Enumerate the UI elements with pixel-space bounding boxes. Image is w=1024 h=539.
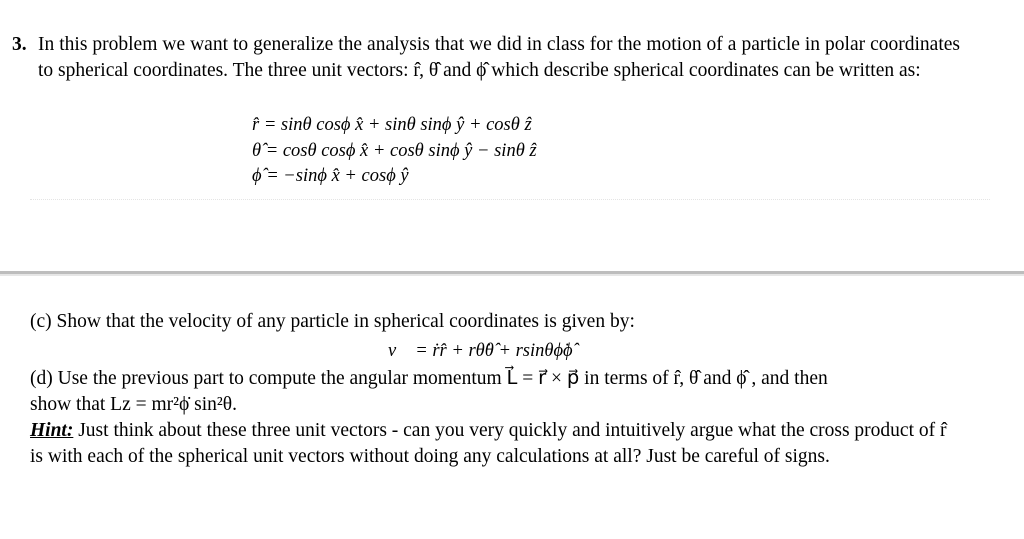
- part-d-line-1: (d) Use the previous part to compute the angular momentum L⃗ = r⃗ × p⃗ in terms of r̂, θ̂ and ϕ̂ , and then: [30, 368, 828, 389]
- hint-label: Hint:: [30, 420, 74, 441]
- equation-r-hat: r̂ = sinθ cosϕ x̂ + sinθ sinϕ ŷ + cosθ ẑ: [252, 115, 532, 135]
- equation-theta-hat: θ̂ = cosθ cosϕ x̂ + cosθ sinϕ ŷ − sinθ ẑ: [252, 140, 537, 161]
- faint-divider: [30, 199, 990, 200]
- separator-shadow: [0, 274, 1024, 276]
- problem-number: 3.: [12, 34, 27, 55]
- problem-intro: In this problem we want to generalize the analysis that we did in class for the motion of a particle in polar coordinates to spherical coordinates. The three unit vectors: r̂, θ̂ and ϕ̂ which describe spherical coordinates can be written as:: [38, 34, 960, 81]
- hint-paragraph: [30, 418, 960, 470]
- part-c-text: (c) Show that the velocity of any particle in spherical coordinates is given by:: [30, 311, 635, 332]
- part-d-block: [30, 366, 960, 470]
- problem-block: [12, 32, 960, 84]
- unit-vector-equations: [252, 113, 537, 190]
- equation-phi-hat: ϕ̂ = −sinϕ x̂ + cosϕ ŷ: [252, 166, 409, 186]
- velocity-equation: v⃗ = ṙr̂ + rθ̇θ̂ + rsinθϕ̇ϕ̂: [388, 341, 573, 361]
- hint-text: Just think about these three unit vectors - can you very quickly and intuitively argue what the cross product of r̂ is with each of the spherical unit vectors without doing any calculations at all? Just be careful of signs.: [30, 420, 947, 467]
- part-d-line-2: show that Lz = mr²ϕ̇ sin²θ.: [30, 394, 237, 415]
